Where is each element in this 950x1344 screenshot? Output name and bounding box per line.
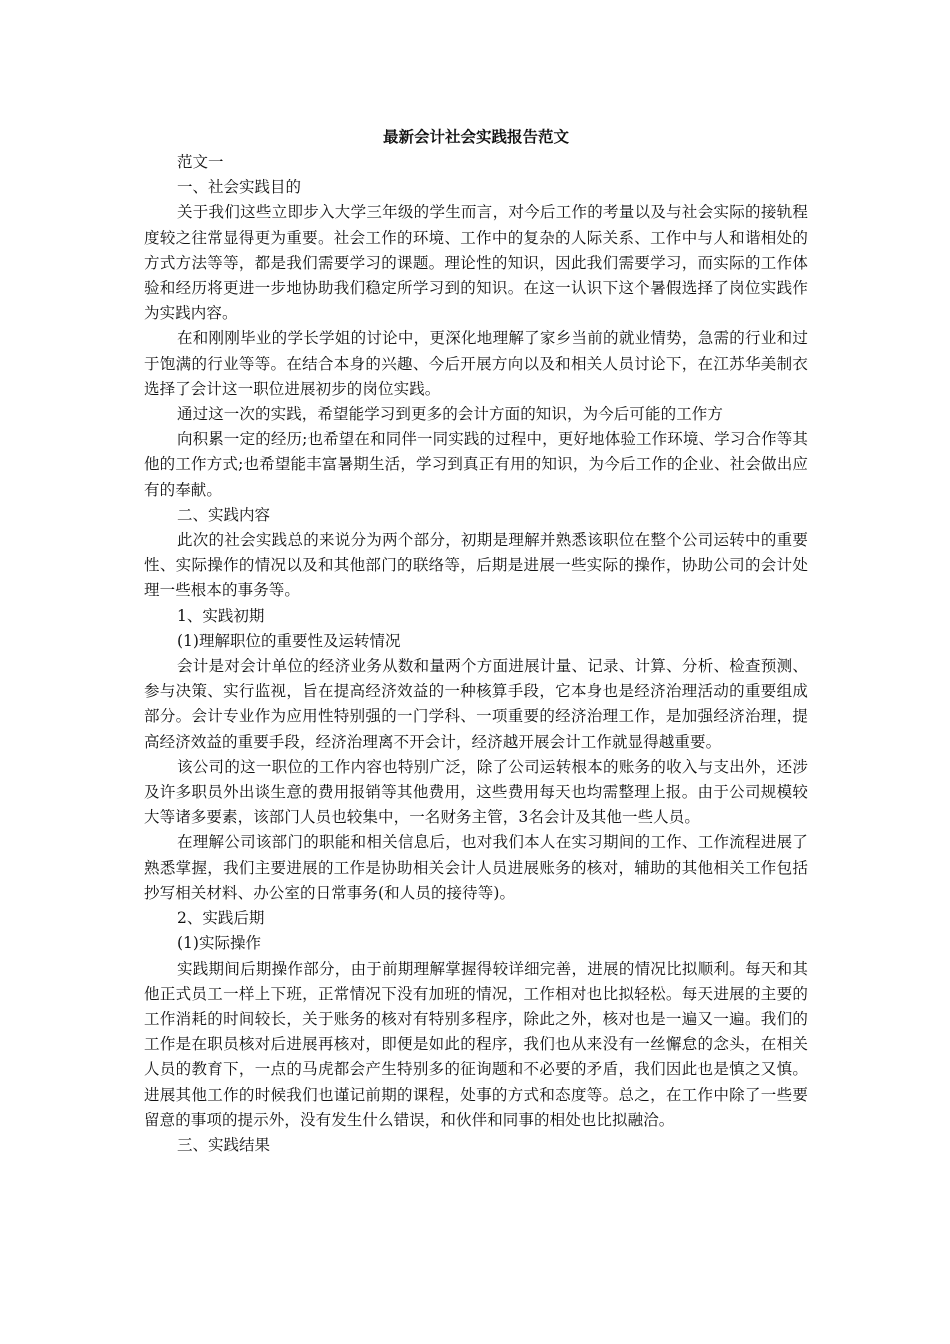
section-heading: 范文一 bbox=[177, 153, 224, 171]
body-paragraph: 该公司的这一职位的工作内容也特别广泛，除了公司运转根本的账务的收入与支出外，还涉及许多职员外出谈生意的费用报销等其他费用，这些费用每天也均需整理上报。由于公司规模较大等诸多要素，该部门人员也较集中，一名财务主管，3名会计及其他一些人员。 bbox=[144, 757, 808, 827]
section-heading: (1)实际操作 bbox=[177, 934, 261, 953]
body-paragraph: 会计是对会计单位的经济业务从数和量两个方面进展计量、记录、计算、分析、检查预测、参与决策、实行监视，旨在提高经济效益的一种核算手段，它本身也是经济治理活动的重要组成部分。会计专业作为应用性特别强的一门学科、一项重要的经济治理工作，是加强经济治理，提高经济效益的重要手段，经济治理离不开会计，经济越开展会计工作就显得越重要。 bbox=[144, 657, 808, 751]
section-heading: 一、社会实践目的 bbox=[177, 178, 302, 197]
body-paragraph: 在理解公司该部门的职能和相关信息后，也对我们本人在实习期间的工作、工作流程进展了熟悉掌握，我们主要进展的工作是协助相关会计人员进展账务的核对，辅助的其他相关工作包括抄写相关材料、办公室的日常事务(和人员的接待等)。 bbox=[144, 833, 808, 902]
body-paragraph: 关于我们这些立即步入大学三年级的学生而言，对今后工作的考量以及与社会实际的接轨程度较之往常显得更为重要。社会工作的环境、工作中的复杂的人际关系、工作中与人和谐相处的方式方法等等，都是我们需要学习的课题。理论性的知识，因此我们需要学习，而实际的工作体验和经历将更进一步地协助我们稳定所学习到的知识。在这一认识下这个暑假选择了岗位实践作为实践内容。 bbox=[144, 203, 808, 323]
section-heading: 2、实践后期 bbox=[177, 909, 265, 928]
section-heading: (1)理解职位的重要性及运转情况 bbox=[177, 631, 401, 650]
section-heading: 1、实践初期 bbox=[177, 606, 265, 625]
body-paragraph: 实践期间后期操作部分，由于前期理解掌握得较详细完善，进展的情况比拟顺利。每天和其他正式员工一样上下班，正常情况下没有加班的情况，工作相对也比拟轻松。每天进展的主要的工作消耗的时间较长，关于账务的核对有特别多程序，除此之外，核对也是一遍又一遍。我们的工作是在职员核对后进展再核对，即便是如此的程序，我们也从来没有一丝懈怠的念头，在相关人员的教育下，一点的马虎都会产生特别多的征询题和不必要的矛盾，我们因此也是慎之又慎。进展其他工作的时候我们也谨记前期的课程，处事的方式和态度等。总之，在工作中除了一些要留意的事项的提示外，没有发生什么错误，和伙伴和同事的相处也比拟融洽。 bbox=[144, 959, 808, 1129]
document-body bbox=[144, 150, 808, 1158]
body-paragraph: 在和刚刚毕业的学长学姐的讨论中，更深化地理解了家乡当前的就业情势，急需的行业和过于饱满的行业等等。在结合本身的兴趣、今后开展方向以及和相关人员讨论下，在江苏华美制衣选择了会计这一职位进展初步的岗位实践。 bbox=[144, 329, 808, 398]
body-paragraph: 通过这一次的实践，希望能学习到更多的会计方面的知识，为今后可能的工作方 bbox=[177, 405, 724, 424]
document-title: 最新会计社会实践报告范文 bbox=[382, 127, 569, 146]
document-page bbox=[144, 124, 808, 1158]
body-paragraph: 向积累一定的经历;也希望在和同伴一同实践的过程中，更好地体验工作环境、学习合作等其他的工作方式;也希望能丰富暑期生活，学习到真正有用的知识，为今后工作的企业、社会做出应有的奉献。 bbox=[144, 430, 808, 499]
section-heading: 三、实践结果 bbox=[177, 1135, 271, 1154]
body-paragraph: 此次的社会实践总的来说分为两个部分，初期是理解并熟悉该职位在整个公司运转中的重要性、实际操作的情况以及和其他部门的联络等，后期是进展一些实际的操作，协助公司的会计处理一些根本的事务等。 bbox=[144, 531, 808, 600]
section-heading: 二、实践内容 bbox=[177, 505, 271, 524]
